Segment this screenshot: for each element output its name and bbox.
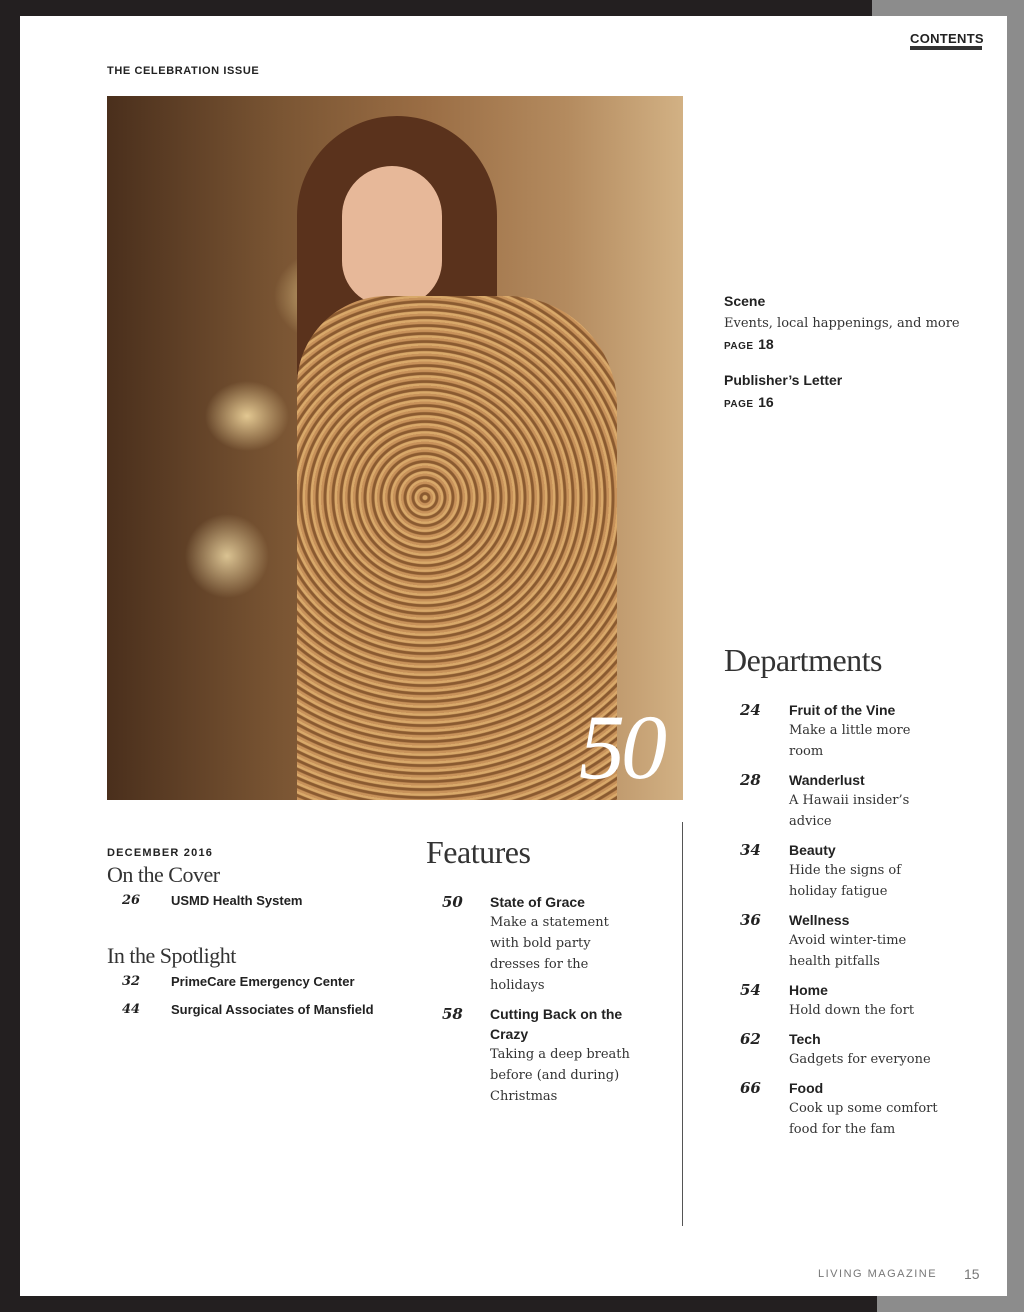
spotlight-title: PrimeCare Emergency Center (171, 974, 355, 989)
section-label-rule (910, 46, 982, 50)
department-page-number: 24 (740, 701, 761, 719)
department-description: Gadgets for everyone (789, 1052, 931, 1067)
on-the-cover-heading: On the Cover (107, 862, 220, 887)
department-title: Beauty (789, 842, 836, 858)
frame-bar-top (872, 0, 1024, 16)
features-list (426, 892, 676, 1115)
on-the-cover-item[interactable] (107, 893, 407, 911)
scene-page-ref[interactable] (724, 336, 774, 354)
column-divider (682, 822, 683, 1226)
departments-heading: Departments (724, 642, 882, 678)
feature-item[interactable] (426, 892, 676, 996)
department-title: Home (789, 982, 828, 998)
departments-list (720, 700, 1000, 1148)
department-page-number: 36 (740, 911, 761, 929)
issue-date: DECEMBER 2016 (107, 847, 214, 859)
department-description: Hide the signs of holiday fatigue (789, 863, 902, 899)
cover-photo (107, 96, 683, 800)
department-description: Make a little more room (789, 723, 911, 759)
department-description: Cook up some comfort food for the fam (789, 1101, 938, 1137)
department-description: Avoid winter-time health pitfalls (789, 933, 907, 969)
feature-title: Cutting Back on the Crazy (490, 1006, 623, 1042)
department-page-number: 62 (740, 1030, 761, 1048)
page-label: PAGE (724, 341, 754, 352)
page-number: 18 (758, 336, 774, 352)
department-item[interactable] (720, 700, 1000, 762)
department-item[interactable] (720, 770, 1000, 832)
footer-magazine-name: LIVING MAGAZINE (818, 1268, 938, 1280)
department-title: Fruit of the Vine (789, 702, 896, 718)
spotlight-page-number: 44 (122, 1002, 141, 1017)
department-item[interactable] (720, 840, 1000, 902)
spotlight-item[interactable] (107, 1002, 407, 1020)
cover-page-number[interactable]: 50 (579, 696, 663, 798)
features-heading: Features (426, 834, 531, 870)
scene-description: Events, local happenings, and more (724, 316, 960, 331)
feature-page-number: 58 (442, 1005, 463, 1023)
spotlight-item[interactable] (107, 974, 407, 992)
department-page-number: 66 (740, 1079, 761, 1097)
publishers-letter-title[interactable]: Publisher’s Letter (724, 372, 843, 388)
department-description: Hold down the fort (789, 1003, 915, 1018)
spotlight-heading: In the Spotlight (107, 943, 236, 968)
on-the-cover-page-number: 26 (122, 893, 141, 908)
department-title: Wanderlust (789, 772, 865, 788)
section-label: CONTENTS (910, 31, 984, 46)
department-item[interactable] (720, 980, 1000, 1021)
frame-bar-bottom (877, 1296, 1024, 1312)
department-item[interactable] (720, 1078, 1000, 1140)
cover-photo-dress (297, 296, 617, 800)
department-title: Tech (789, 1031, 821, 1047)
magazine-page (20, 16, 1007, 1296)
department-page-number: 28 (740, 771, 761, 789)
page-number: 16 (758, 394, 774, 410)
feature-description: Make a statement with bold party dresses for the holidays (490, 915, 609, 993)
department-item[interactable] (720, 1029, 1000, 1070)
issue-label: THE CELEBRATION ISSUE (107, 65, 260, 77)
frame-bar-right (1007, 16, 1024, 1296)
department-description: A Hawaii insider’s advice (789, 793, 910, 829)
page-label: PAGE (724, 399, 754, 410)
spotlight-page-number: 32 (122, 974, 141, 989)
scene-title[interactable]: Scene (724, 293, 766, 309)
publishers-letter-page-ref[interactable] (724, 394, 774, 412)
cover-photo-face (342, 166, 442, 306)
feature-description: Taking a deep breath before (and during) Christmas (490, 1047, 630, 1104)
department-title: Food (789, 1080, 824, 1096)
department-page-number: 54 (740, 981, 761, 999)
feature-page-number: 50 (442, 893, 463, 911)
department-page-number: 34 (740, 841, 761, 859)
spotlight-title: Surgical Associates of Mansfield (171, 1002, 374, 1017)
on-the-cover-title: USMD Health System (171, 893, 303, 908)
department-title: Wellness (789, 912, 850, 928)
feature-item[interactable] (426, 1004, 676, 1107)
footer-page-number: 15 (964, 1266, 980, 1282)
feature-title: State of Grace (490, 894, 585, 910)
department-item[interactable] (720, 910, 1000, 972)
